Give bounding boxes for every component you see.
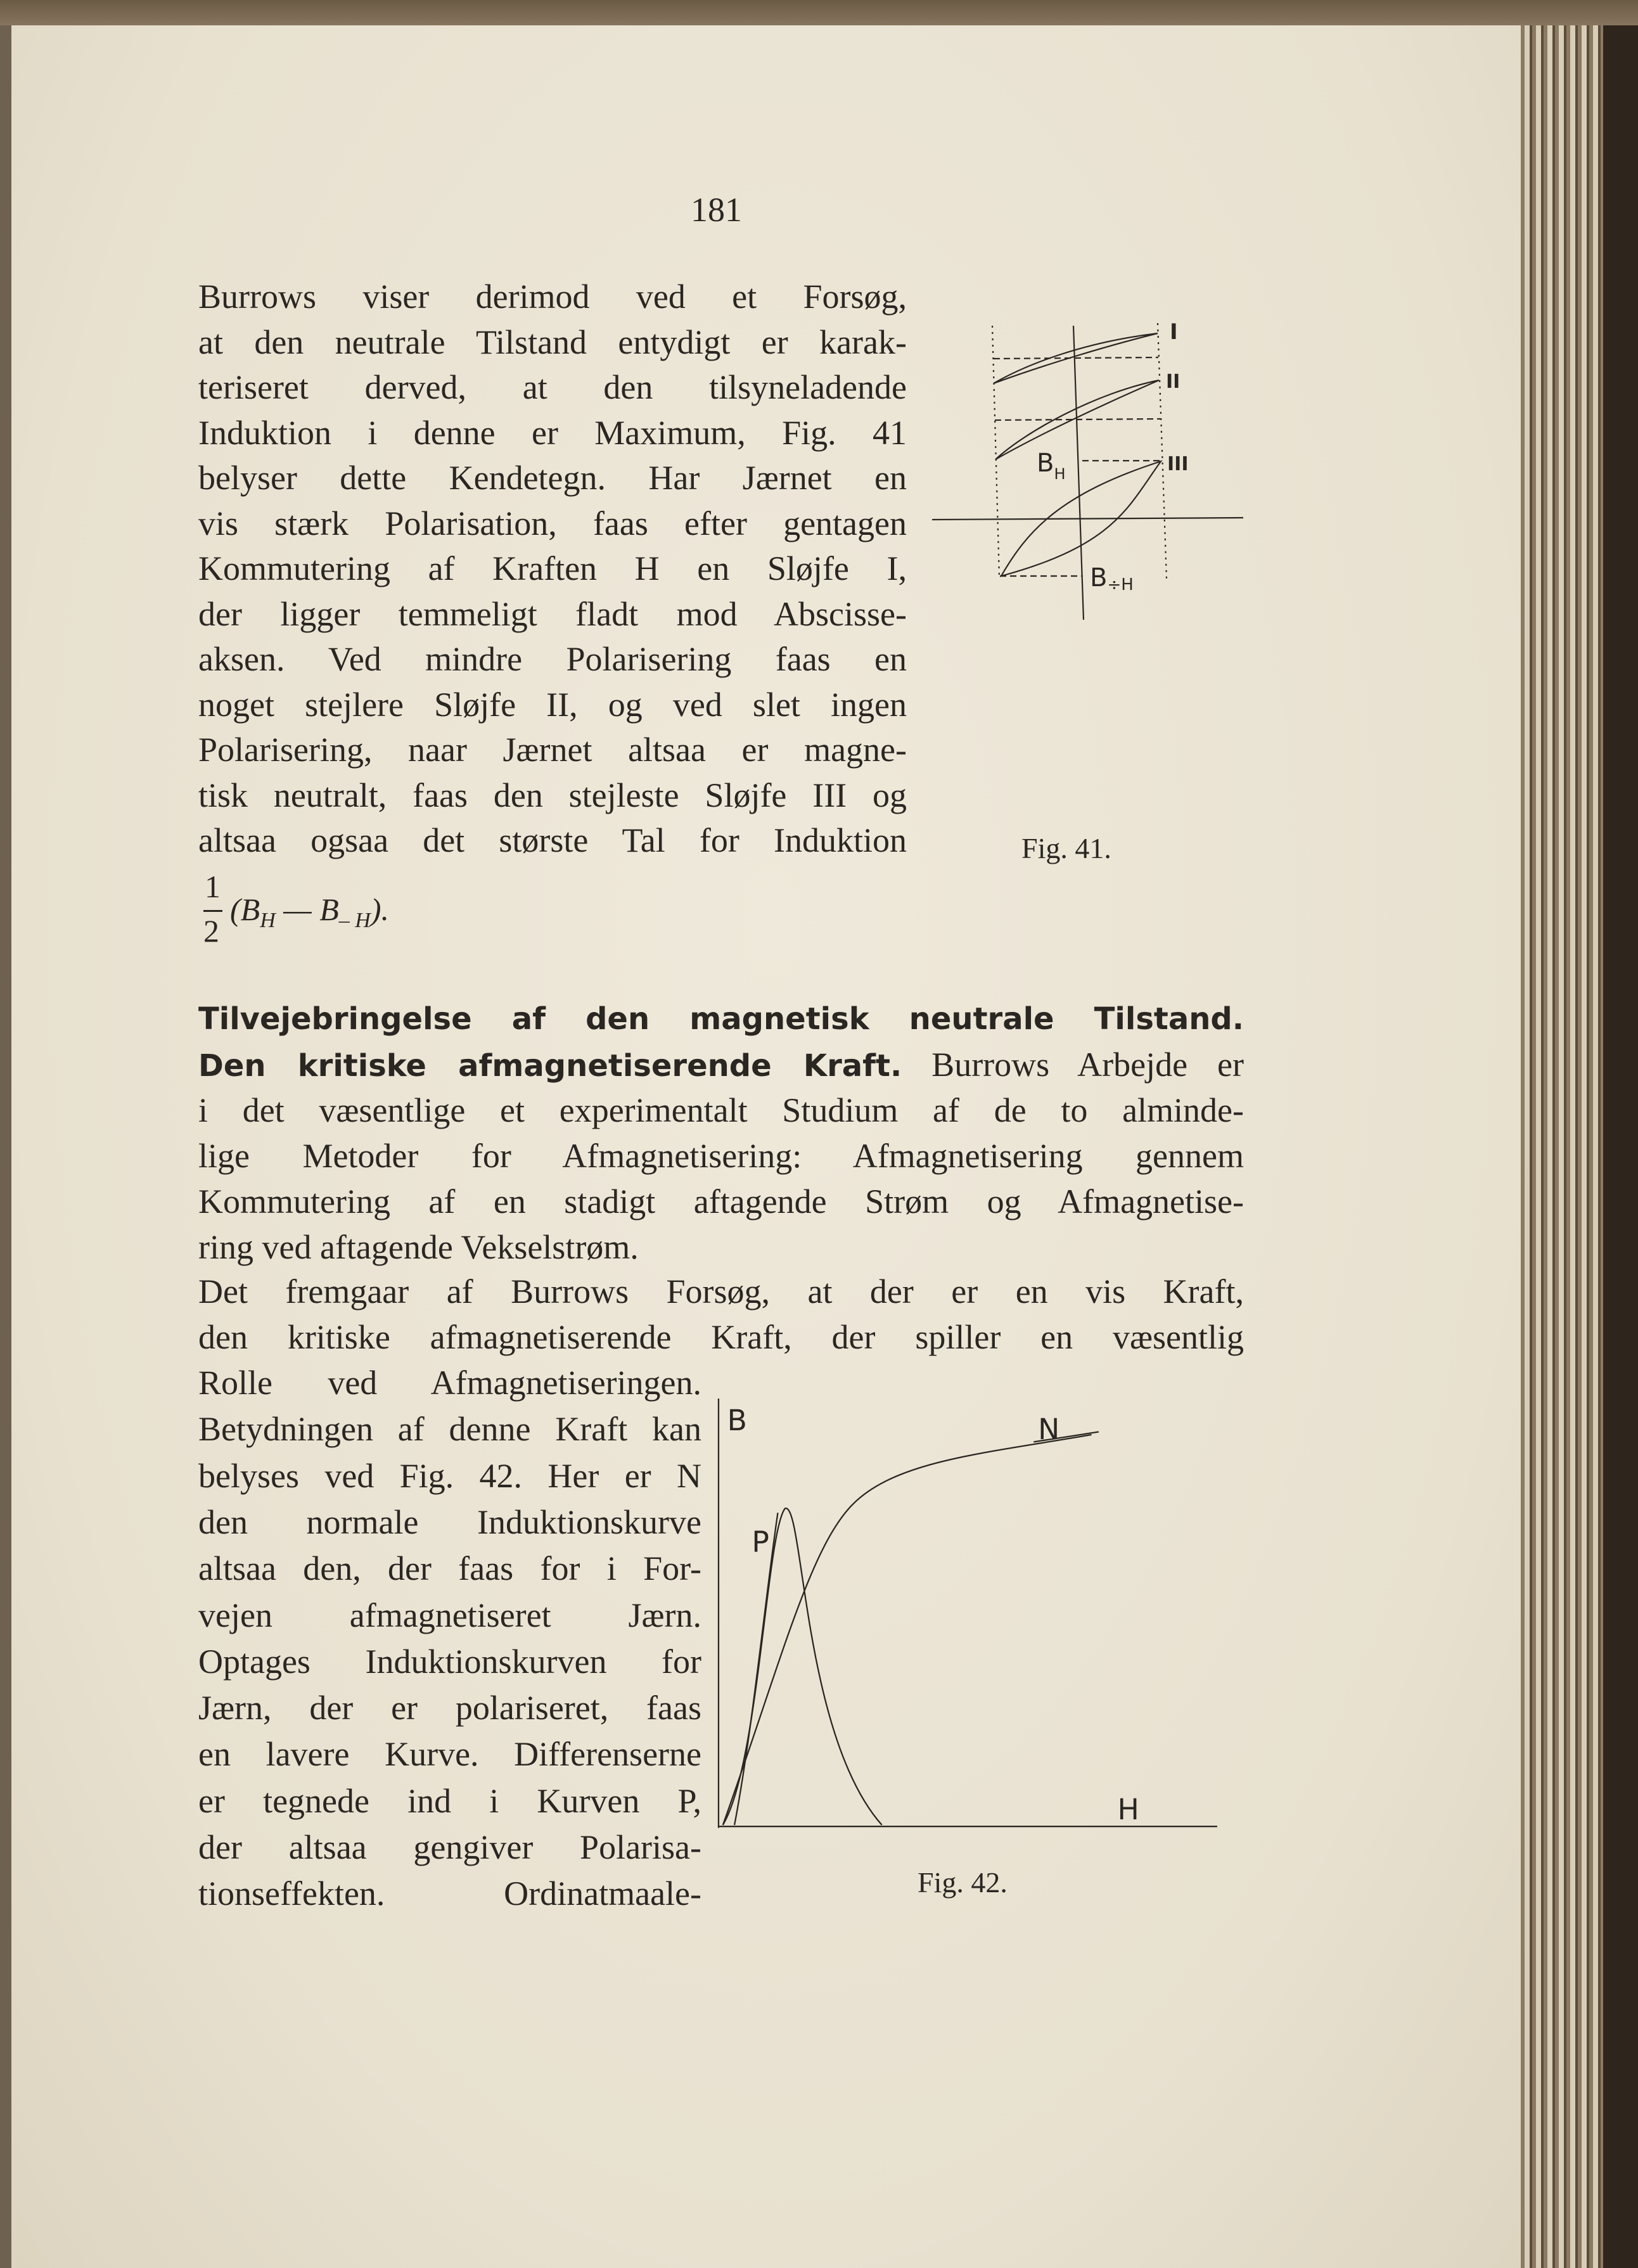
text-line: Polarisering, naar Jærnet altsaa er magne- <box>198 731 907 769</box>
text-line: teriseret derved, at den tilsyneladende <box>198 368 907 406</box>
text-line: der ligger temmeligt fladt mod Abscisse- <box>198 594 907 633</box>
text-line: vejen afmagnetiseret Jærn. <box>198 1596 701 1634</box>
normal-curve <box>723 1435 1092 1825</box>
text-line: belyser dette Kendetegn. Har Jærnet en <box>198 459 907 497</box>
book-cover-edge <box>1603 25 1638 2268</box>
label-loop-1: I <box>1170 319 1178 345</box>
fig-42-caption: Fig. 42. <box>918 1866 1008 1899</box>
text-line: Kommutering af en stadigt aftagende Strøm og Afmagnetise- <box>198 1182 1244 1220</box>
formula-expression: ($B_H$ — $B_{- H}$). <box>230 892 389 932</box>
text-line: den normale Induktionskurve <box>198 1502 701 1541</box>
text-line: den kritiske afmagnetiserende Kraft, der spiller en væsentlig <box>198 1318 1244 1356</box>
text-line: Optages Induktionskurven for <box>198 1642 701 1681</box>
label-loop-2: II <box>1166 371 1181 393</box>
formula-numerator: 1 <box>205 869 221 904</box>
subheading: Den kritiske afmagnetiserende Kraft. <box>198 1048 902 1084</box>
text-line: belyses ved Fig. 42. Her er N <box>198 1456 701 1495</box>
text-line: der altsaa gengiver Polarisa- <box>198 1828 701 1866</box>
text-line: en lavere Kurve. Differenserne <box>198 1735 701 1774</box>
figure-42 <box>708 1388 1243 1851</box>
fig-41-caption: Fig. 41. <box>1021 832 1111 864</box>
left-dotted-line <box>992 326 999 578</box>
text-line: Induktion i denne er Maximum, Fig. 41 <box>198 413 907 452</box>
label-b-minus-h: B÷H <box>1090 563 1134 594</box>
figure-41 <box>919 304 1274 875</box>
text-line: tionseffekten. Ordinatmaale- <box>198 1874 701 1913</box>
text-line: Betydningen af denne Kraft kan <box>198 1410 701 1449</box>
text-line: altsaa ogsaa det største Tal for Induktion <box>198 821 907 859</box>
text-line: Kommutering af Kraften H en Sløjfe I, <box>198 549 907 587</box>
label-polar-curve: P <box>752 1525 769 1559</box>
label-x-axis: H <box>1117 1792 1139 1826</box>
right-dotted-line <box>1158 323 1167 579</box>
text-line: Jærn, der er polariseret, faas <box>198 1689 701 1727</box>
label-loop-3: III <box>1167 453 1189 475</box>
text-line: altsaa den, der faas for i For- <box>198 1549 701 1588</box>
text-line: er tegnede ind i Kurven P, <box>198 1781 701 1820</box>
label-y-axis: B <box>727 1404 747 1438</box>
text-line: tisk neutralt, faas den stejleste Sløjfe III og <box>198 776 907 814</box>
text-line: i det væsentlige et experimentalt Studium af de to alminde- <box>198 1091 1244 1129</box>
polar-curve <box>723 1508 882 1825</box>
fraction-bar <box>203 910 222 912</box>
heading-line-2: Den kritiske afmagnetiserende Kraft. Burrows Arbejde er <box>198 1046 1244 1084</box>
label-b-h: $B_H$ <box>1037 449 1066 483</box>
text-line: ring ved aftagende Vekselstrøm. <box>198 1228 639 1266</box>
text-line: Det fremgaar af Burrows Forsøg, at der er en vis Kraft, <box>198 1272 1244 1310</box>
text-line: aksen. Ved mindre Polarisering faas en <box>198 640 907 678</box>
text-line: vis stærk Polarisation, faas efter gentagen <box>198 504 907 542</box>
formula-denominator: 2 <box>203 913 219 949</box>
text-line: Rolle ved Afmagnetiseringen. <box>198 1364 701 1402</box>
book-left-edge <box>0 25 11 2268</box>
page-number: 181 <box>691 191 742 229</box>
text-line: Burrows viser derimod ved et Forsøg, <box>198 278 907 316</box>
text-line: lige Metoder for Afmagnetisering: Afmagnetisering gennem <box>198 1137 1244 1175</box>
section-heading: Tilvejebringelse af den magnetisk neutrale Tilstand. <box>198 1001 1244 1037</box>
label-normal-curve: N <box>1038 1412 1060 1446</box>
text-line: noget stejlere Sløjfe II, og ved slet ingen <box>198 685 907 724</box>
text-line: at den neutrale Tilstand entydigt er karak- <box>198 323 907 361</box>
horizontal-axis <box>932 518 1243 520</box>
